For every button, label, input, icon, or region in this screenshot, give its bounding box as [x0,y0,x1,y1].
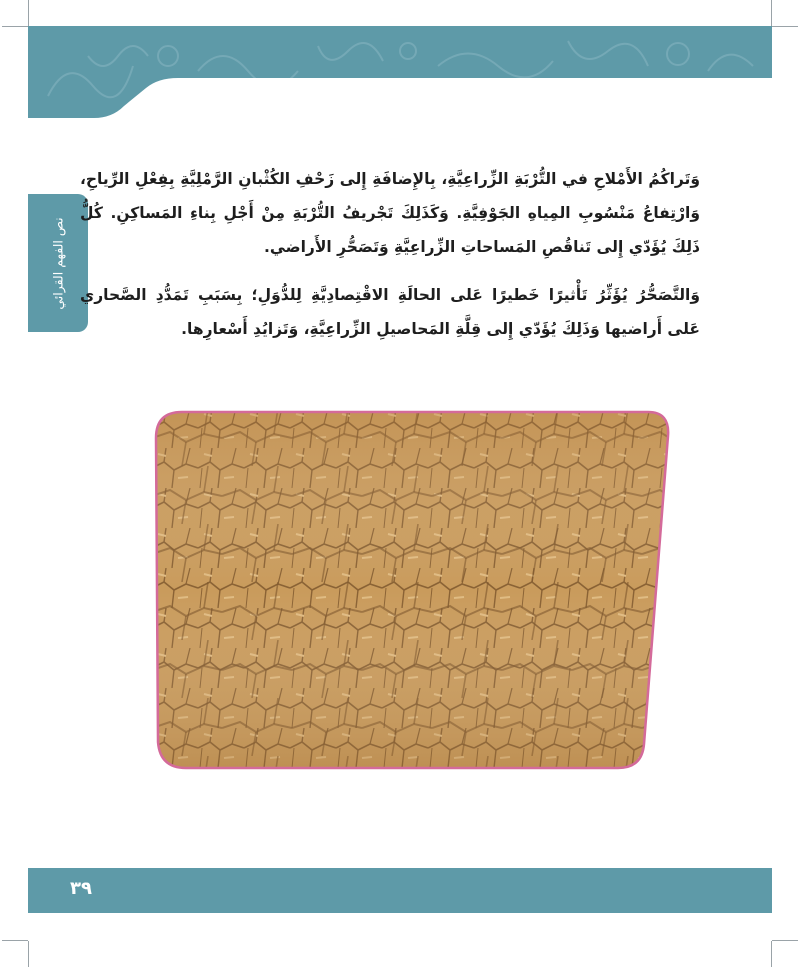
crop-mark [771,941,772,967]
side-tab-label: نص الفهم القرائي [50,216,66,310]
paragraph-2: وَالتَّصَحُّرُ يُؤَثِّرُ تَأْثيرًا خَطيرًا عَلى الحالَةِ الاقْتِصادِيَّةِ لِلدُّوَلِ؛ بِسَبَبِ تَمَدُّدِ الصَّحاري عَلى أَراضيها وَذَلِكَ يُؤَدّي إِلى قِلَّةِ المَحاصيلِ الزِّراعِيَّةِ، وَتَزايُدِ أَسْعارِها. [80,286,700,338]
crop-mark [2,26,28,27]
crop-mark [772,26,798,27]
crop-mark [28,941,29,967]
crop-mark [2,940,28,941]
crop-mark [28,0,29,26]
paragraph-1: وَتَراكُمُ الأَمْلاحِ في التُّرْبَةِ الزِّراعِيَّةِ، بِالإِضافَةِ إِلى زَحْفِ الكُثْبانِ الرَّمْلِيَّةِ بِفِعْلِ الرِّياحِ، وَارْتِفاعُ مَنْسُوبِ المِياهِ الجَوْفِيَّةِ. وَكَذَلِكَ تَجْريفُ التُّرْبَةِ مِنْ أَجْلِ بِناءِ المَساكِنِ. كُلُّ ذَلِكَ يُؤَدّي إِلى تَناقُصِ المَساحاتِ الزِّراعِيَّةِ وَتَصَحُّرِ الأَراضي. [80,170,700,256]
header-band [28,26,772,118]
side-tab [28,194,88,332]
footer-band [28,868,772,913]
crop-mark [772,940,798,941]
cracked-soil-photo [152,408,672,772]
page-number: ٣٩ [70,878,92,899]
crop-mark [771,0,772,26]
